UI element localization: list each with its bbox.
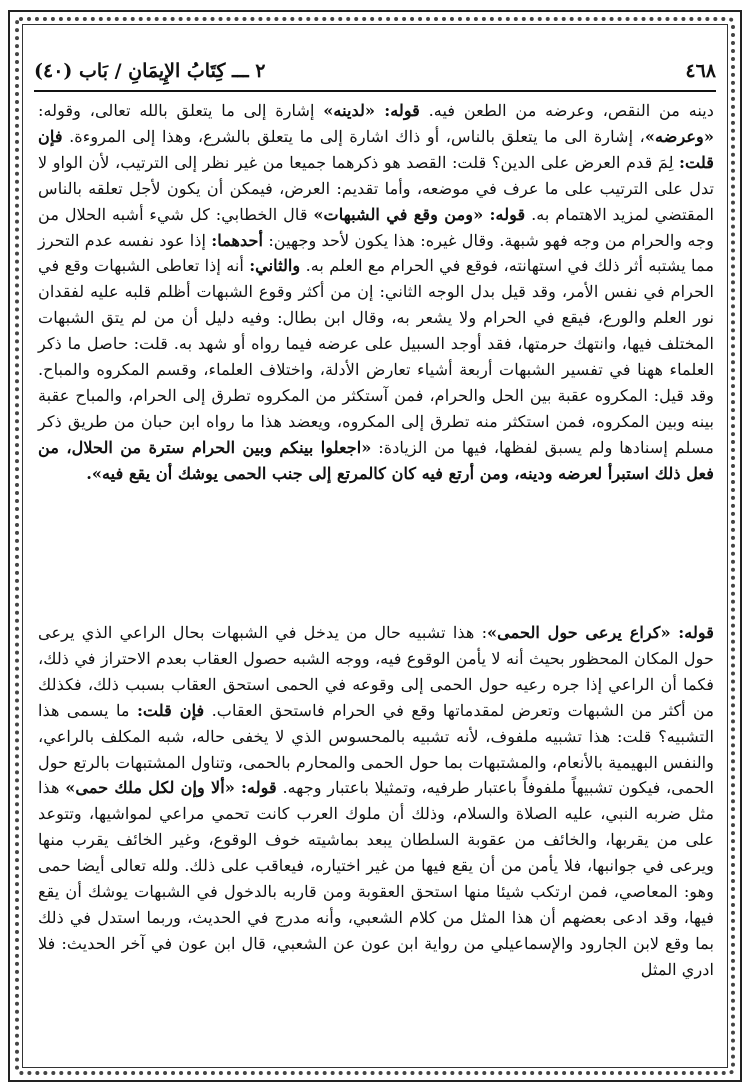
- bold-segment: «اجعلوا بينكم وبين الحرام سترة من الحلال، من فعل ذلك استبرأ لعرضه ودينه، ومن أرتع فيه كان كالمرتع إلى جنب الحمى يوشك أن يقع فيه».: [38, 437, 714, 483]
- text-segment: ، إشارة الى ما يتعلق بالناس، أو ذاك اشارة إلى ما يتعلق بالشرع، وهذا إلى المروءة.: [62, 126, 645, 146]
- paragraph-1: [38, 98, 714, 487]
- bold-segment: فإن قلت:: [38, 126, 714, 172]
- page-number: ٤٦٨: [685, 60, 716, 82]
- text-segment: أنه إذا تعاطى الشبهات وقع في الحرام في نفس الأمر، وقد قيل بدل الوجه الثاني: إن من أكثر وقوع الشبهات أظلم قلبه عليه لفقدان نور العلم والورع، فيقع في الحرام ولا يشعر به، وقال ابن بطال: وفيه دليل أن من لم يتق الشبهات المختلف فيها، وانتهك حرمتها، فقد أوجد السبيل على عرضه فيما رواه أو شهد به. قلت: حاصل ما ذكر العلماء ههنا في تفسير الشبهات أربعة أشياء تعارض الأدلة، واختلاف العلماء، وقسم المكروه والمباح. وقد قيل: المكروه عقبة بين الحل والحرام، فمن آستكثر من المكروه تطرق إلى الحرام، والمباح عقبة بينه وبين المكروه، فمن استكثر منه تطرق إلى المكروه، ويعضد هذا ما رواه ابن حبان من طريق ذكر مسلم إسنادها ولم يسبق لفظها، فيها من الزيادة:: [38, 256, 714, 457]
- text-segment: دينه من النقص، وعرضه من الطعن فيه.: [419, 101, 714, 120]
- bold-segment: فإن قلت:: [136, 700, 205, 720]
- bold-segment: قوله: «لدينه»: [323, 101, 420, 120]
- bold-segment: قوله: «ألا وإن لكل ملك حمى»: [65, 778, 277, 798]
- paragraph-2: [38, 620, 714, 983]
- text-segment: هذا مثل ضربه النبي، عليه الصلاة والسلام، وذلك أن ملوك العرب كانت تحمي مراعي لمواشيها، وتتوعد على من يقربها، والخائف من عقوبة السلطان يبعد بماشيته خوف الوقوع، وغير الخائف يقرب منها ويرعى في جوانبها، فلا يأمن من أن يقع فيها من غير اختياره، فيعاقب على ذلك. ولله تعالى أيضا حمى وهو: المعاصي، فمن ارتكب شيئا منها استحق العقوبة ومن قاربه بالدخول في الشبهات يوشك أن يقع فيها، وقد ادعى بعضهم أن هذا المثل من كلام الشعبي، وأنه مدرج في الحديث، وربما استدل في ذلك بما وقع لابن الجارود والإسماعيلي من رواية ابن عون عن الشعبي، قال ابن عون في آخر الحديث: فلا ادري المثل: [38, 778, 714, 979]
- bold-segment: قوله: «ومن وقع في الشبهات»: [313, 204, 526, 224]
- text-segment: إشارة إلى ما يتعلق بالله تعالى، وقوله:: [38, 101, 324, 120]
- header-rule: [34, 90, 716, 92]
- bold-segment: قوله: «كراع يرعى حول الحمى»: [487, 623, 714, 642]
- bold-segment: والثاني:: [249, 256, 301, 276]
- page-header: [34, 58, 716, 88]
- text-segment: إذا عود نفسه عدم التحرز مما يشتبه أثر ذلك في استهانته، فوقع في الحرام مع العلم به.: [38, 230, 714, 276]
- text-segment: ما يسمى هذا التشبيه؟ قلت: هذا تشبيه ملفوف، لأنه تشبيه بالمحسوس الذي لا يخفى حاله، شبه المكلف بالراعي، والنفس البهيمية بالأنعام، والمشتبهات بما حول الحمى والمحارم بالحمى، وتناول المشتبهات بالرتع حول الحمى، فيكون تشبيهاً ملفوفاً باعتبار طرفيه، وتمثيلا باعتبار وجهه.: [38, 700, 714, 798]
- text-segment: قال الخطابي: كل شيء أشبه الحلال من وجه والحرام من وجه فهو شبهة. وقال غيره: هذا يكون لأحد وجهين:: [38, 204, 714, 250]
- running-head: ٢ ـــ كِتَابُ الإِيمَانِ / بَاب (٤٠): [34, 60, 266, 82]
- text-segment: لِمَ قدم العرض على الدين؟ قلت: القصد هو ذكرهما جميعا من غير نظر إلى الترتيب، لأن الواو لا تدل على الترتيب على ما عرف في موضعه، وأما تقديم: العرض، فيمكن أن يكون لأجل تعلقه بالناس المقتضي لمزيد الاهتمام به.: [38, 152, 714, 224]
- bold-segment: أحدهما:: [211, 230, 264, 250]
- text-segment: : هذا تشبيه حال من يدخل في الشبهات بحال الراعي الذي يرعى حول المكان المحظور بحيث أنه لا يأمن الوقوع فيه، ووجه الشبه حصول العقاب بعدم الاحتراز في ذلك، فكما أن الراعي إذا جره رعيه حول الحمى إلى وقوعه في الحمى استحق العقاب بسبب ذلك، فكذلك من أكثر من الشبهات وتعرض لمقدماتها وقع في الحرام فاستحق العقاب.: [38, 623, 714, 720]
- bold-segment: «وعرضه»: [644, 126, 714, 146]
